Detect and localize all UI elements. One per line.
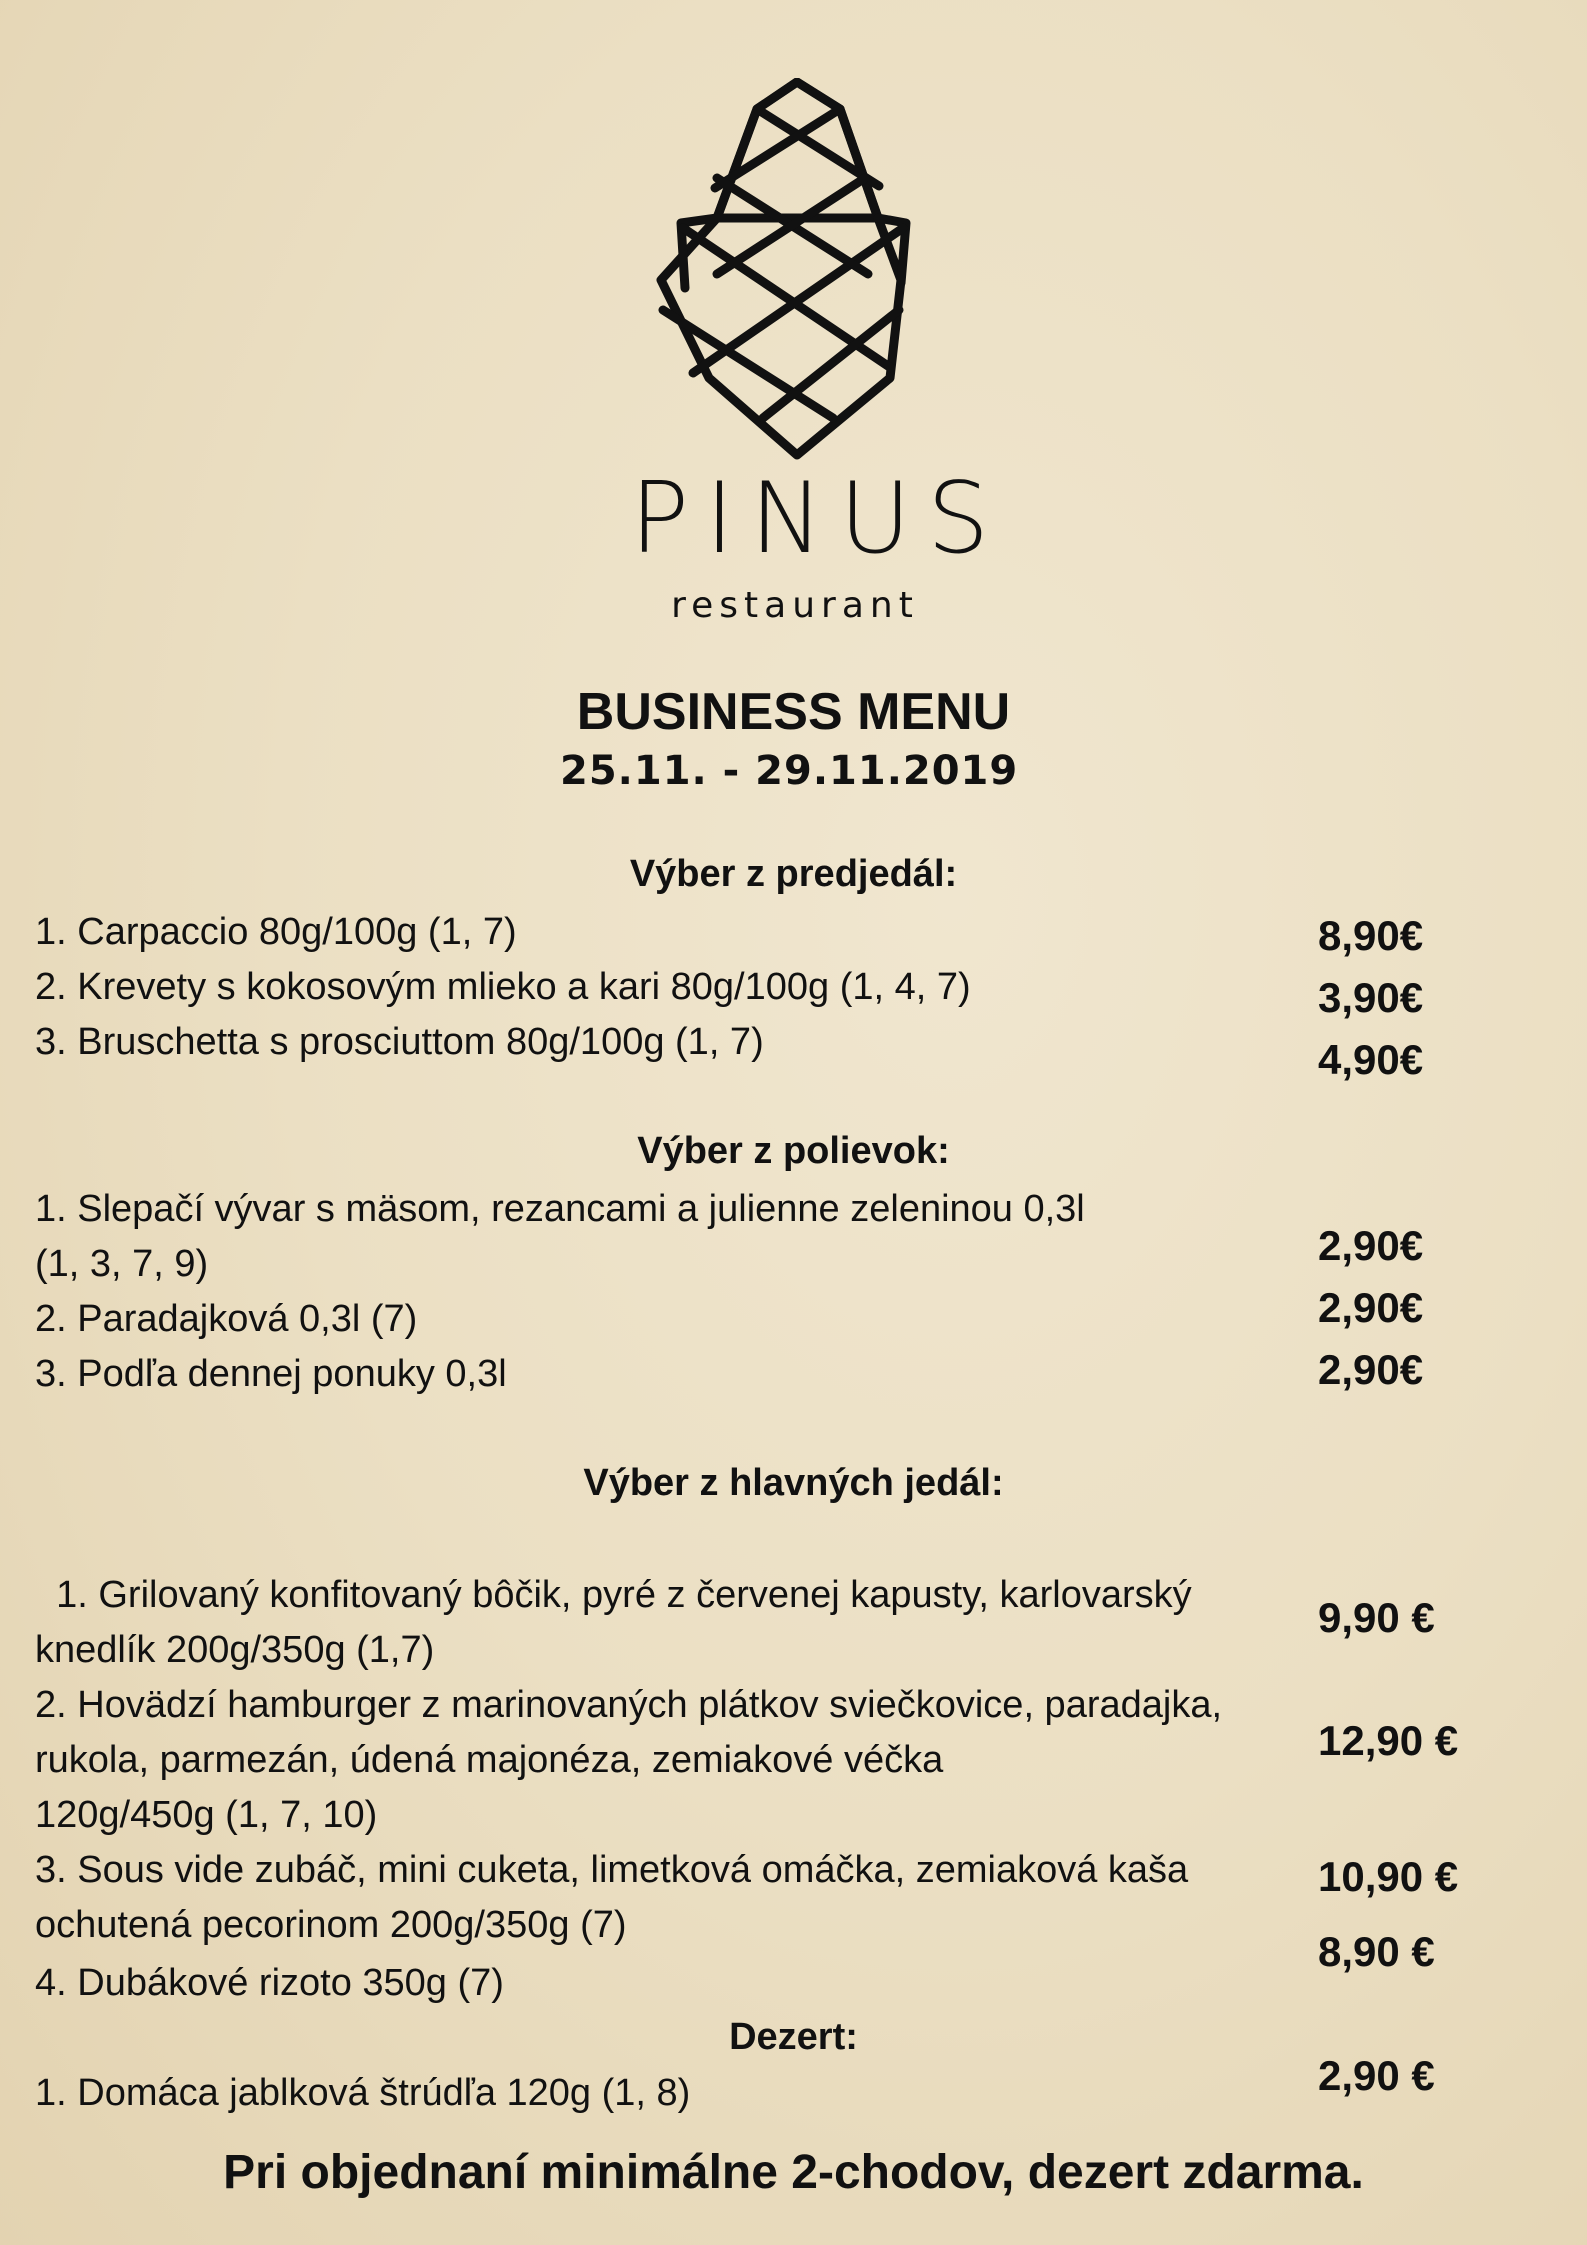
menu-item-price: 3,90€ bbox=[1318, 974, 1424, 1021]
menu-item-continued: ochutená pecorinom 200g/350g (7) bbox=[35, 1904, 627, 1946]
section-heading-starters: Výber z predjedál: bbox=[629, 853, 958, 895]
menu-item-price: 12,90 € bbox=[1318, 1717, 1459, 1764]
section-heading-mains: Výber z hlavných jedál: bbox=[583, 1462, 1004, 1504]
menu-item-price: 2,90€ bbox=[1318, 1346, 1424, 1393]
menu-item-price: 9,90 € bbox=[1318, 1594, 1435, 1641]
menu-item-price: 2,90€ bbox=[1318, 1222, 1424, 1269]
menu-item: 3. Bruschetta s prosciuttom 80g/100g (1, 7) bbox=[35, 1021, 764, 1063]
menu-title: BUSINESS MENU bbox=[576, 683, 1011, 741]
menu-item: 3. Podľa dennej ponuky 0,3l bbox=[35, 1353, 507, 1395]
menu-item-continued: knedlík 200g/350g (1,7) bbox=[35, 1629, 435, 1671]
menu-item-price: 4,90€ bbox=[1318, 1036, 1424, 1083]
menu-item: 2. Krevety s kokosovým mlieko a kari 80g/100g (1, 4, 7) bbox=[35, 966, 971, 1008]
menu-item: 1. Domáca jablková štrúdľa 120g (1, 8) bbox=[35, 2072, 691, 2114]
menu-item-price: 10,90 € bbox=[1318, 1853, 1459, 1900]
menu-item: 2. Hovädzí hamburger z marinovaných plátkov sviečkovice, paradajka, bbox=[35, 1684, 1223, 1726]
menu-dates: 25.11. - 29.11.2019 bbox=[560, 748, 1019, 794]
menu-item-continued: rukola, parmezán, údená majonéza, zemiakové véčka bbox=[35, 1739, 944, 1781]
menu-item: 4. Dubákové rizoto 350g (7) bbox=[35, 1962, 504, 2004]
brand-name: PINUS bbox=[630, 462, 1006, 576]
menu-item: 2. Paradajková 0,3l (7) bbox=[35, 1298, 418, 1340]
menu-item-price: 8,90 € bbox=[1318, 1928, 1435, 1975]
pine-cone-logo-icon bbox=[653, 78, 933, 463]
menu-item: 1. Slepačí vývar s mäsom, rezancami a julienne zeleninou 0,3l bbox=[35, 1188, 1085, 1230]
menu-item: 1. Grilovaný konfitovaný bôčik, pyré z červenej kapusty, karlovarský bbox=[35, 1574, 1192, 1616]
menu-item-price: 2,90€ bbox=[1318, 1284, 1424, 1331]
section-heading-soups: Výber z polievok: bbox=[637, 1130, 950, 1172]
menu-item: 3. Sous vide zubáč, mini cuketa, limetková omáčka, zemiaková kaša bbox=[35, 1849, 1189, 1891]
footer-note: Pri objednaní minimálne 2-chodov, dezert zdarma. bbox=[223, 2146, 1364, 2199]
section-heading-dessert: Dezert: bbox=[729, 2016, 858, 2058]
menu-item-price: 2,90 € bbox=[1318, 2052, 1435, 2099]
menu-item: 1. Carpaccio 80g/100g (1, 7) bbox=[35, 911, 517, 953]
menu-item-continued: 120g/450g (1, 7, 10) bbox=[35, 1794, 378, 1836]
menu-item-continued: (1, 3, 7, 9) bbox=[35, 1243, 209, 1285]
menu-item-price: 8,90€ bbox=[1318, 912, 1424, 959]
brand-subtitle: restaurant bbox=[671, 585, 919, 626]
